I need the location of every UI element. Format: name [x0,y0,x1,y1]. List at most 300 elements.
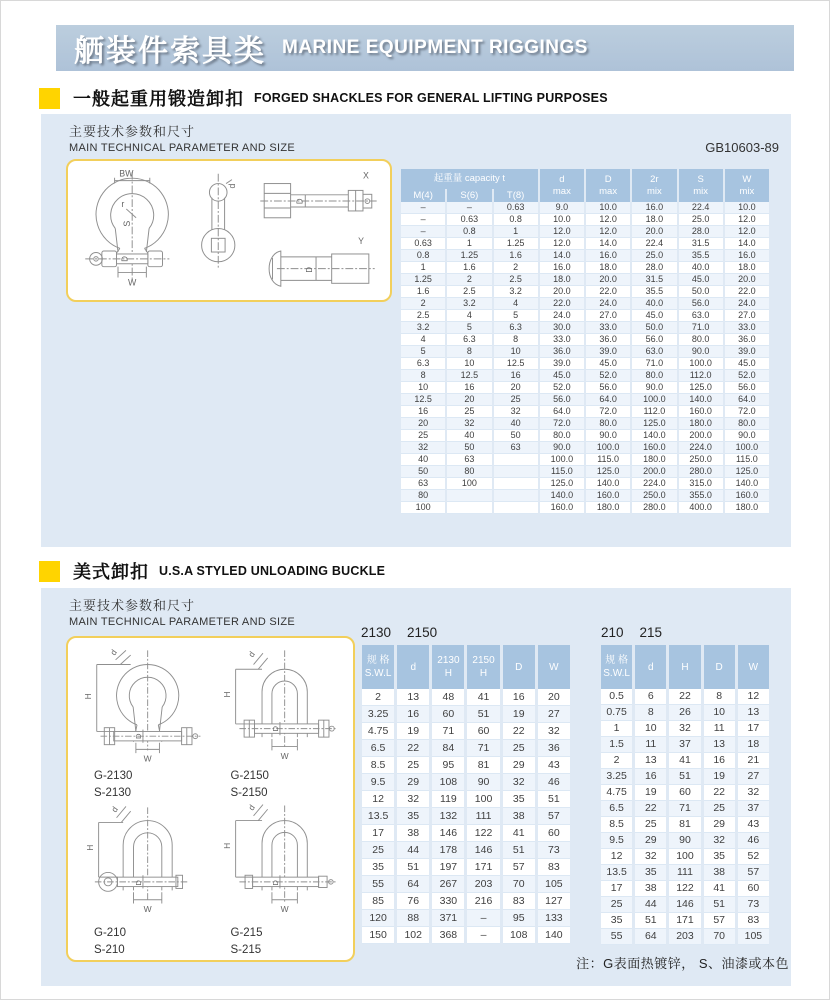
table-cell: 63.0 [632,346,676,358]
table-cell: 46 [738,833,769,849]
table-cell: 60 [432,706,464,723]
table-row [401,358,769,370]
table-cell: 0.63 [401,238,445,250]
table-cell: 25 [401,430,445,442]
table-row [401,298,769,310]
table-cell: 90 [669,833,700,849]
table-cell: 140.0 [540,490,584,502]
forged-shackle-drawing [70,164,388,297]
table-cell: 20.0 [540,286,584,298]
table-cell: 140.0 [586,478,630,490]
table-row [601,849,769,865]
table-cell: 4 [494,298,538,310]
table-cell: 18.0 [632,214,676,226]
dim-label-d: d [245,803,257,813]
table-cell: 111 [669,865,700,881]
dee-shackle-215-drawing [213,801,345,925]
table-row [401,382,769,394]
table-cell: 41 [669,753,700,769]
table-cell: 125.0 [725,466,769,478]
table-cell: 120 [362,910,394,927]
table-cell: 1.6 [401,286,445,298]
table-cell: 40 [447,430,491,442]
table-cell: 18.0 [586,262,630,274]
table-cell: 11 [635,737,666,753]
table-cell: 32 [669,721,700,737]
table-cell: 8 [494,334,538,346]
col-header-d: d [397,645,429,689]
table-cell: 6.3 [494,322,538,334]
table-cell: 70 [503,876,535,893]
dim-label-w: W [128,277,137,288]
table-cell [447,502,491,514]
table-cell: 140.0 [632,430,676,442]
col-header-s6: S(6) [447,189,491,202]
table-cell: 63 [447,454,491,466]
table-cell: 16.0 [725,250,769,262]
table-row [401,334,769,346]
table-cell: 315.0 [679,478,723,490]
table-cell: 112.0 [632,406,676,418]
table-cell: 50 [401,466,445,478]
table-cell: – [467,910,499,927]
dim-label-x: X [362,170,369,181]
table-cell: 25 [447,406,491,418]
table-row [401,226,769,238]
table-cell: 45.0 [540,370,584,382]
table-row [401,310,769,322]
table-row [601,881,769,897]
table-row [401,214,769,226]
dim-label-h: H [221,691,232,698]
table-cell: 44 [635,897,666,913]
table-cell: 330 [432,893,464,910]
table-cell: 13 [738,705,769,721]
table-cell [447,490,491,502]
table-row [362,893,570,910]
table-cell: 22 [669,689,700,705]
table-cell: 171 [467,859,499,876]
dim-label-d-bolty: D [305,266,315,273]
table-cell: 1.25 [494,238,538,250]
table-cell: 38 [635,881,666,897]
table-cell: 13 [635,753,666,769]
table-cell: 41 [704,881,735,897]
param-label-en: MAIN TECHNICAL PARAMETER AND SIZE [69,616,296,628]
forged-shackle-table [399,169,771,514]
table-cell: 80.0 [679,334,723,346]
table-cell: 51 [669,769,700,785]
table-cell: 17 [601,881,632,897]
table-cell: 12.0 [586,226,630,238]
table-cell: 125.0 [679,382,723,394]
table-cell: 16 [494,370,538,382]
table-cell: 90 [467,774,499,791]
table-cell: 10 [494,346,538,358]
table-cell: 16 [401,406,445,418]
table-cell: 10.0 [586,202,630,214]
table-cell: 12.5 [401,394,445,406]
col-header-H: H [669,645,700,689]
table-cell: 36.0 [725,334,769,346]
table-row [401,502,769,514]
table-cell: 2.5 [447,286,491,298]
table-row [401,430,769,442]
banner-title-zh: 舾装件索具类 [74,35,266,68]
table-cell: 22.4 [679,202,723,214]
table-cell: 71 [432,723,464,740]
table-cell: 51 [635,913,666,929]
table-row [362,689,570,706]
dim-label-y: Y [358,236,364,247]
tableB-caption: 210 215 [601,625,663,640]
table-cell: 76 [397,893,429,910]
table-cell: 150 [362,927,394,944]
table-row [362,825,570,842]
dim-label-d: d [109,804,120,815]
table-cell: 160.0 [679,406,723,418]
table-row [601,913,769,929]
table-cell: 119 [432,791,464,808]
table-cell: 180.0 [725,502,769,514]
table-cell: 16 [397,706,429,723]
table-cell: 80.0 [586,418,630,430]
table-cell: 44 [397,842,429,859]
table-cell: 83 [503,893,535,910]
table-cell: 32 [447,418,491,430]
table-cell: 25 [494,394,538,406]
table-cell: 100.0 [586,442,630,454]
table-cell: 52.0 [725,370,769,382]
table-cell: 41 [503,825,535,842]
table-cell: 25.0 [679,214,723,226]
table-cell: 19 [635,785,666,801]
table-cell: 28.0 [632,262,676,274]
table-cell: 10.0 [725,202,769,214]
table-cell: 224.0 [632,478,676,490]
table-cell: 6.5 [362,740,394,757]
table-cell: 1.6 [494,250,538,262]
yellow-bullet-icon [39,88,60,109]
table-cell: 32 [704,833,735,849]
table-cell: 18 [738,737,769,753]
table-cell: 72.0 [725,406,769,418]
table-cell: 180.0 [632,454,676,466]
table-cell: 12 [601,849,632,865]
table-cell: 13 [704,737,735,753]
table-row [362,842,570,859]
table-row [362,757,570,774]
table-row [601,721,769,737]
table-cell: 45.0 [679,274,723,286]
table-cell: 6.3 [447,334,491,346]
table-cell: 111 [467,808,499,825]
table-cell: 160.0 [725,490,769,502]
dee-shackle-210-drawing [76,801,208,925]
table-cell: 51 [538,791,570,808]
table-cell: 6.5 [601,801,632,817]
table-cell: 20 [494,382,538,394]
table-cell: 160.0 [540,502,584,514]
table-cell: 0.8 [447,226,491,238]
table-cell: 20.0 [586,274,630,286]
table-cell: 60 [467,723,499,740]
table-cell: 4 [401,334,445,346]
table-cell: 1.25 [401,274,445,286]
col-header-swl: 规 格 S.W.L [362,645,394,689]
table-cell: 73 [738,897,769,913]
table-cell: 2 [401,298,445,310]
table-cell: 51 [503,842,535,859]
col-header-m4: M(4) [401,189,445,202]
table-cell: 27.0 [586,310,630,322]
table-cell: 22 [503,723,535,740]
table-cell: 32 [401,442,445,454]
param-label-en: MAIN TECHNICAL PARAMETER AND SIZE [69,142,296,154]
drawing-caption: G-2150 S-2150 [230,770,269,799]
table-cell: 56.0 [725,382,769,394]
table-row [601,801,769,817]
dim-label-w: W [143,753,152,764]
dim-label-h: H [221,843,232,850]
dim-label-w: W [143,904,152,915]
table-cell: 64 [397,876,429,893]
table-row [401,442,769,454]
table-row [362,927,570,944]
dee-shackle-2150-drawing [213,644,345,768]
table-row [601,897,769,913]
section1-title [39,85,608,111]
table-row [401,286,769,298]
col-header-2150h: 2150 H [467,645,499,689]
drawing-caption: G-210 S-210 [94,927,126,957]
table-cell: 32 [503,774,535,791]
table-row [362,910,570,927]
table-cell: 3.2 [447,298,491,310]
table-row [401,490,769,502]
table-cell [494,466,538,478]
col-header-D: D [503,645,535,689]
table-cell: 35 [362,859,394,876]
table-cell: 45.0 [725,358,769,370]
table-cell: 90.0 [725,430,769,442]
table-cell: 22.0 [725,286,769,298]
usa-shackle-table-210-215 [598,645,772,945]
table-cell: 0.8 [401,250,445,262]
table-cell: 125.0 [586,466,630,478]
table-cell: 70 [704,929,735,945]
table-cell: 3.2 [494,286,538,298]
table-cell: 22.0 [586,286,630,298]
col-header-2130h: 2130 H [432,645,464,689]
table-cell: 2 [494,262,538,274]
table-cell: 13 [397,689,429,706]
table-cell: 63 [494,442,538,454]
table-cell: 25.0 [632,250,676,262]
table-cell: 203 [669,929,700,945]
table-row [401,274,769,286]
table-cell: 203 [467,876,499,893]
table-cell: 100 [669,849,700,865]
section1-title-zh: 一般起重用锻造卸扣 [73,89,244,109]
table-cell: 14.0 [586,238,630,250]
col-header-D: D max [586,169,630,202]
table-cell: 45.0 [632,310,676,322]
table-cell: 1.6 [447,262,491,274]
table-cell: 39.0 [586,346,630,358]
table-row [601,689,769,705]
table-cell: 72.0 [586,406,630,418]
table-cell: 21 [738,753,769,769]
table-cell: 25 [503,740,535,757]
table-cell: 37 [669,737,700,753]
table-cell: 4 [447,310,491,322]
table-cell: 24.0 [586,298,630,310]
table-cell: 133 [538,910,570,927]
table-cell: 32 [635,849,666,865]
table-cell: 57 [738,865,769,881]
table-cell: 17 [362,825,394,842]
drawing-cell-215 [213,801,350,958]
dim-label-r: r [121,199,125,210]
table-row [601,737,769,753]
table-cell: 17 [738,721,769,737]
table-cell: 90.0 [632,382,676,394]
col-header-t8: T(8) [494,189,538,202]
table-cell: 57 [538,808,570,825]
table-cell: 52.0 [586,370,630,382]
table-cell: 8 [447,346,491,358]
table-cell: 57 [704,913,735,929]
table-row [362,791,570,808]
table-cell: 5 [494,310,538,322]
table-cell: 1 [447,238,491,250]
drawing-caption: G-215 S-215 [230,927,263,957]
table-cell: 12 [362,791,394,808]
col-header-2r: 2r mix [632,169,676,202]
table-cell: 30.0 [540,322,584,334]
table-row [401,262,769,274]
tableB-body [601,689,769,945]
table-row [401,322,769,334]
col-header-W: W [538,645,570,689]
table-cell: 57 [503,859,535,876]
table-cell: 2 [362,689,394,706]
table-cell: 200.0 [679,430,723,442]
table-cell: 35 [704,849,735,865]
table-cell: 32 [397,791,429,808]
table-cell: 37 [738,801,769,817]
table-cell: 108 [503,927,535,944]
table-row [362,859,570,876]
table-cell: 35 [503,791,535,808]
table-cell: 112.0 [679,370,723,382]
table-row [401,418,769,430]
shackle-drawing-box [66,159,392,302]
table-cell: 32 [538,723,570,740]
table-cell: 12.0 [586,214,630,226]
table-cell: 13.5 [362,808,394,825]
table-cell [494,490,538,502]
table-cell: 180.0 [679,418,723,430]
table-cell: 10.0 [540,214,584,226]
table-cell: 12.5 [494,358,538,370]
param-label-zh: 主要技术参数和尺寸 [69,124,196,139]
table-cell: 2.5 [494,274,538,286]
dim-label-D: D [134,733,144,739]
table-cell: 39.0 [725,346,769,358]
table-cell: 18.0 [540,274,584,286]
table-cell [494,502,538,514]
table-cell: 9.5 [601,833,632,849]
table-cell: 216 [467,893,499,910]
table-cell: 35 [635,865,666,881]
usa-shackle-table-2130-2150 [359,645,573,944]
table-cell: 8 [401,370,445,382]
table-cell: 35 [601,913,632,929]
table-row [601,833,769,849]
table-cell: 33.0 [540,334,584,346]
table-cell: 100.0 [540,454,584,466]
table-cell: 19 [503,706,535,723]
table-cell: 10 [447,358,491,370]
table-cell: 2.5 [401,310,445,322]
table-cell: 81 [467,757,499,774]
dim-label-h: H [83,693,94,700]
table-cell: 40.0 [632,298,676,310]
table-cell: 2 [447,274,491,286]
table-cell: 0.63 [447,214,491,226]
table-cell: 125.0 [632,418,676,430]
table-cell: 6 [635,689,666,705]
table-cell: 32 [738,785,769,801]
table-cell: 8.5 [362,757,394,774]
table-cell: 8 [704,689,735,705]
table-cell: 25 [635,817,666,833]
table-cell: 29 [503,757,535,774]
col-header-swl: 规 格 S.W.L [601,645,632,689]
table-row [401,478,769,490]
dim-label-d: d [108,647,120,658]
table-cell: 24.0 [540,310,584,322]
table-cell: 108 [432,774,464,791]
bow-shackle-2130-drawing [76,644,208,768]
table-cell: 43 [538,757,570,774]
table-cell: 38 [397,825,429,842]
table-cell: 171 [669,913,700,929]
table-row [601,929,769,945]
table-cell: 90.0 [586,430,630,442]
table-cell: 16.0 [540,262,584,274]
table-cell: 16 [503,689,535,706]
table-cell: 9.0 [540,202,584,214]
table-cell: 280.0 [679,466,723,478]
table-cell: 1.5 [601,737,632,753]
table-cell: 71.0 [679,322,723,334]
table-cell: 25 [397,757,429,774]
table-cell: 16 [447,382,491,394]
table-cell: 56.0 [679,298,723,310]
table-cell: 90.0 [540,442,584,454]
table-cell: 3.25 [601,769,632,785]
table-cell: 51 [467,706,499,723]
table-row [401,250,769,262]
tableA-caption: 2130 2150 [361,625,438,640]
table-cell: 46 [538,774,570,791]
table-cell: 85 [362,893,394,910]
col-header-W: W [738,645,769,689]
table-cell: 80 [401,490,445,502]
